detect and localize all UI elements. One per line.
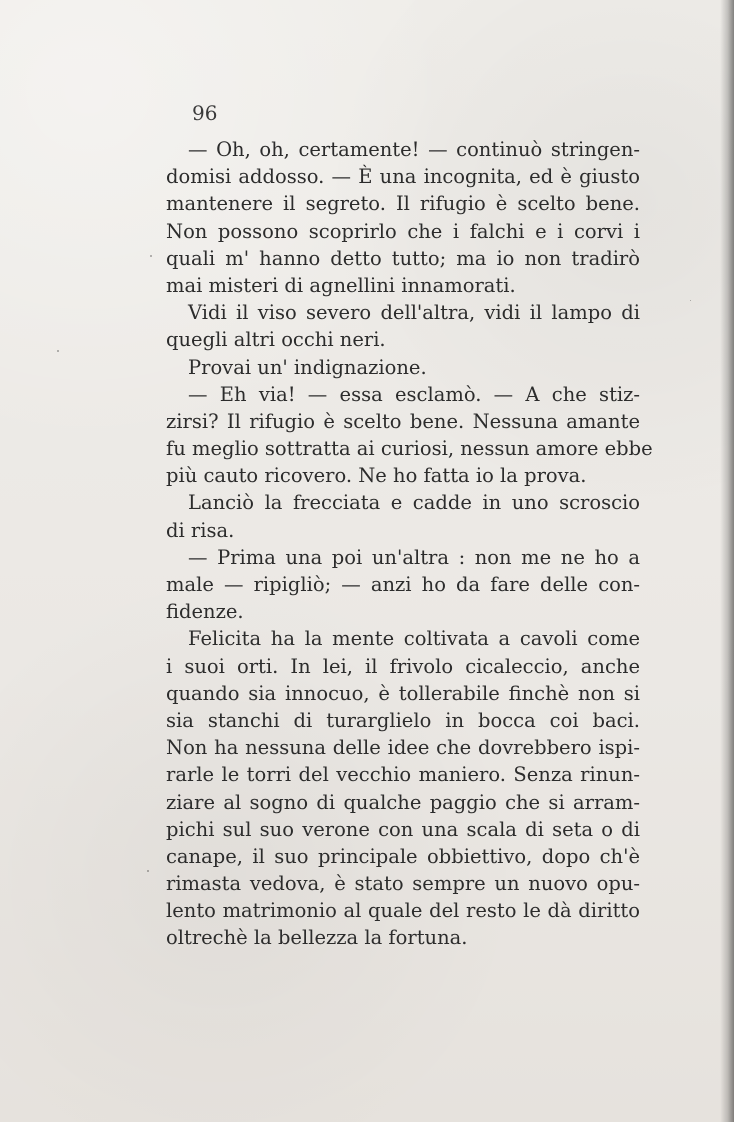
- text-line: quando sia innocuo, è tollerabile finchè non si: [166, 681, 640, 705]
- text-line: i suoi orti. In lei, il frivolo cicaleccio, anche: [166, 654, 640, 678]
- text-line: quali m' hanno detto tutto; ma io non tradirò: [166, 246, 640, 270]
- text-line: canape, il suo principale obbiettivo, dopo ch'è: [166, 844, 640, 868]
- paper-speck: [147, 870, 149, 872]
- text-line: Lanciò la frecciata e cadde in uno scroscio: [188, 491, 640, 515]
- text-line: di risa.: [166, 518, 235, 542]
- text-line: quegli altri occhi neri.: [166, 328, 386, 352]
- text-line: pichi sul suo verone con una scala di seta o di: [166, 817, 640, 841]
- text-line: più cauto ricovero. Ne ho fatta io la prova.: [166, 464, 587, 488]
- text-line: fidenze.: [166, 600, 244, 624]
- text-line: — Oh, oh, certamente! — continuò stringen-: [188, 138, 640, 161]
- text-line: ziare al sogno di qualche paggio che si arram-: [166, 790, 640, 814]
- text-line: zirsi? Il rifugio è scelto bene. Nessuna amante: [166, 409, 640, 433]
- paper-speck: [57, 350, 59, 352]
- paper-speck: [690, 300, 691, 301]
- text-line: Non ha nessuna delle idee che dovrebbero ispi-: [166, 736, 640, 760]
- text-line: Vidi il viso severo dell'altra, vidi il lampo di: [188, 301, 640, 325]
- text-line: — Eh via! — essa esclamò. — A che stiz-: [188, 382, 640, 406]
- text-line: oltrechè la bellezza la fortuna.: [166, 926, 468, 950]
- page-number: 96: [192, 101, 218, 125]
- text-line: mantenere il segreto. Il rifugio è scelto bene.: [166, 192, 640, 216]
- text-line: fu meglio sottratta ai curiosi, nessun amore ebbe: [166, 437, 653, 461]
- text-line: male — ripigliò; — anzi ho da fare delle con-: [166, 573, 640, 596]
- text-line: mai misteri di agnellini innamorati.: [166, 273, 516, 297]
- text-line: Felicita ha la mente coltivata a cavoli come: [188, 627, 640, 651]
- text-line: Provai un' indignazione.: [188, 355, 427, 379]
- text-line: Non possono scoprirlo che i falchi e i corvi i: [166, 219, 640, 243]
- text-line: — Prima una poi un'altra : non me ne ho a: [188, 545, 640, 569]
- text-line: domisi addosso. — È una incognita, ed è giusto: [166, 165, 640, 189]
- text-line: lento matrimonio al quale del resto le dà diritto: [166, 899, 640, 923]
- paper-speck: [150, 255, 152, 257]
- page-edge-shadow: [720, 0, 734, 1122]
- text-line: rarle le torri del vecchio maniero. Senza rinun-: [166, 763, 640, 787]
- text-line: sia stanchi di turarglielo in bocca coi baci.: [166, 708, 640, 732]
- body-text: [166, 136, 653, 952]
- text-line: rimasta vedova, è stato sempre un nuovo opu-: [166, 872, 640, 896]
